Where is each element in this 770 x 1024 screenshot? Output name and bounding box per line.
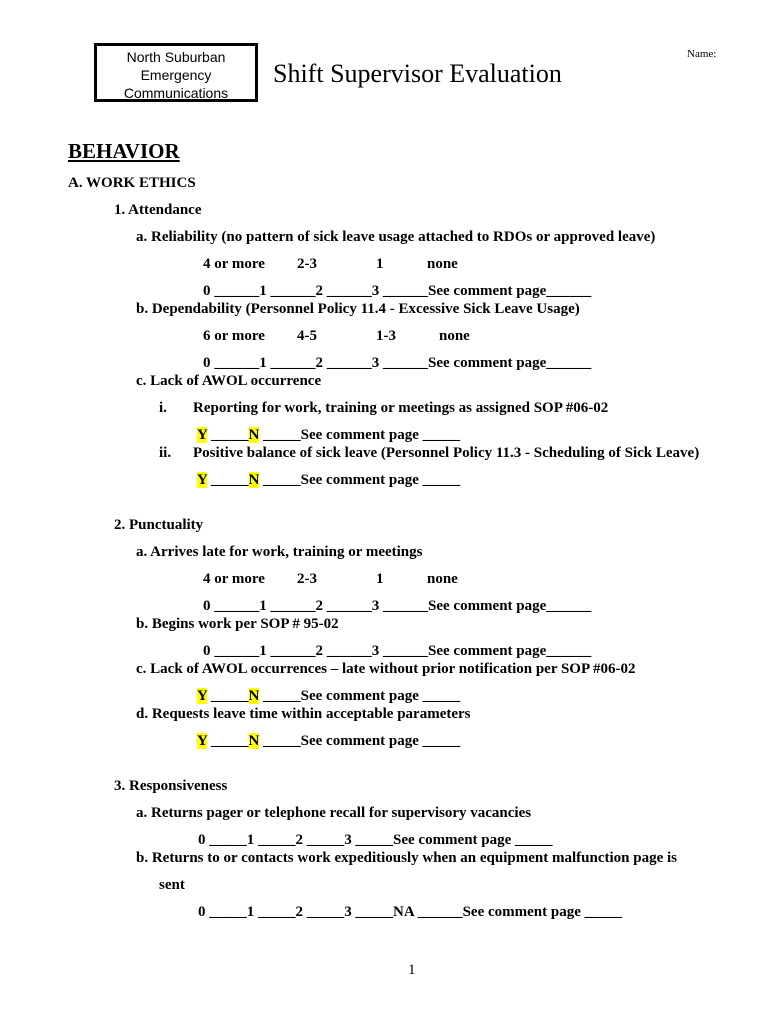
no-option: N xyxy=(248,427,260,443)
item-responsiveness: 3. Responsiveness xyxy=(114,778,228,794)
scale-label: 2-3 xyxy=(297,571,317,587)
yes-option: Y xyxy=(197,472,208,488)
scale-label: none xyxy=(427,256,458,272)
comment-tail: _____See comment page _____ xyxy=(259,427,461,443)
comment-tail: _____See comment page _____ xyxy=(259,688,461,704)
scale-label: 2-3 xyxy=(297,256,317,272)
org-line-1: North Suburban xyxy=(126,49,226,65)
yn-rating-line xyxy=(197,733,460,750)
yes-option: Y xyxy=(197,427,208,443)
rating-line: 0 ______1 ______2 ______3 ______See comment page______ xyxy=(203,283,592,299)
scale-label: 6 or more xyxy=(203,328,265,344)
item-awol-late: c. Lack of AWOL occurrences – late without prior notification per SOP #06-02 xyxy=(136,661,636,677)
blank: _____ xyxy=(207,733,249,749)
subitem-sick-balance: Positive balance of sick leave (Personnel Policy 11.3 - Scheduling of Sick Leave) xyxy=(193,445,700,461)
yn-rating-line xyxy=(197,472,460,489)
item-awol: c. Lack of AWOL occurrence xyxy=(136,373,322,389)
item-returns-to-work: b. Returns to or contacts work expeditiously when an equipment malfunction page is xyxy=(136,850,678,866)
org-line-3: Communications xyxy=(123,85,229,101)
item-dependability: b. Dependability (Personnel Policy 11.4 - Excessive Sick Leave Usage) xyxy=(136,301,580,317)
subsection-heading: A. WORK ETHICS xyxy=(68,175,196,191)
scale-label: none xyxy=(439,328,470,344)
rating-line: 0 _____1 _____2 _____3 _____NA ______See comment page _____ xyxy=(198,904,623,920)
scale-label: 1 xyxy=(376,256,384,272)
name-label: Name: xyxy=(687,48,717,60)
blank: _____ xyxy=(207,688,249,704)
scale-label: 4 or more xyxy=(203,571,265,587)
page-number: 1 xyxy=(408,962,416,978)
item-arrives-late: a. Arrives late for work, training or meetings xyxy=(136,544,423,560)
subitem-number: ii. xyxy=(159,445,172,461)
yes-option: Y xyxy=(197,688,208,704)
yn-rating-line xyxy=(197,427,460,444)
item-punctuality: 2. Punctuality xyxy=(114,517,204,533)
scale-label: 1 xyxy=(376,571,384,587)
blank: _____ xyxy=(207,472,249,488)
no-option: N xyxy=(248,733,260,749)
blank: _____ xyxy=(207,427,249,443)
item-requests-leave: d. Requests leave time within acceptable parameters xyxy=(136,706,471,722)
rating-line: 0 ______1 ______2 ______3 ______See comment page______ xyxy=(203,355,592,371)
page-title: Shift Supervisor Evaluation xyxy=(273,59,562,88)
rating-line: 0 ______1 ______2 ______3 ______See comment page______ xyxy=(203,598,592,614)
comment-tail: _____See comment page _____ xyxy=(259,733,461,749)
item-attendance: 1. Attendance xyxy=(114,202,202,218)
scale-label: 4-5 xyxy=(297,328,317,344)
item-returns-to-work-cont: sent xyxy=(159,877,185,893)
comment-tail: _____See comment page _____ xyxy=(259,472,461,488)
org-line-2: Emergency xyxy=(140,67,212,83)
item-begins-work: b. Begins work per SOP # 95-02 xyxy=(136,616,339,632)
subitem-reporting: Reporting for work, training or meetings as assigned SOP #06-02 xyxy=(193,400,609,416)
no-option: N xyxy=(248,472,260,488)
organization-box xyxy=(94,43,258,102)
subitem-number: i. xyxy=(159,400,167,416)
scale-label: 1-3 xyxy=(376,328,396,344)
yes-option: Y xyxy=(197,733,208,749)
scale-label: none xyxy=(427,571,458,587)
yn-rating-line xyxy=(197,688,460,705)
rating-line: 0 ______1 ______2 ______3 ______See comment page______ xyxy=(203,643,592,659)
item-reliability: a. Reliability (no pattern of sick leave usage attached to RDOs or approved leave) xyxy=(136,229,656,245)
scale-label: 4 or more xyxy=(203,256,265,272)
no-option: N xyxy=(248,688,260,704)
item-returns-pager: a. Returns pager or telephone recall for supervisory vacancies xyxy=(136,805,532,821)
rating-line: 0 _____1 _____2 _____3 _____See comment page _____ xyxy=(198,832,553,848)
section-heading: BEHAVIOR xyxy=(68,139,180,163)
